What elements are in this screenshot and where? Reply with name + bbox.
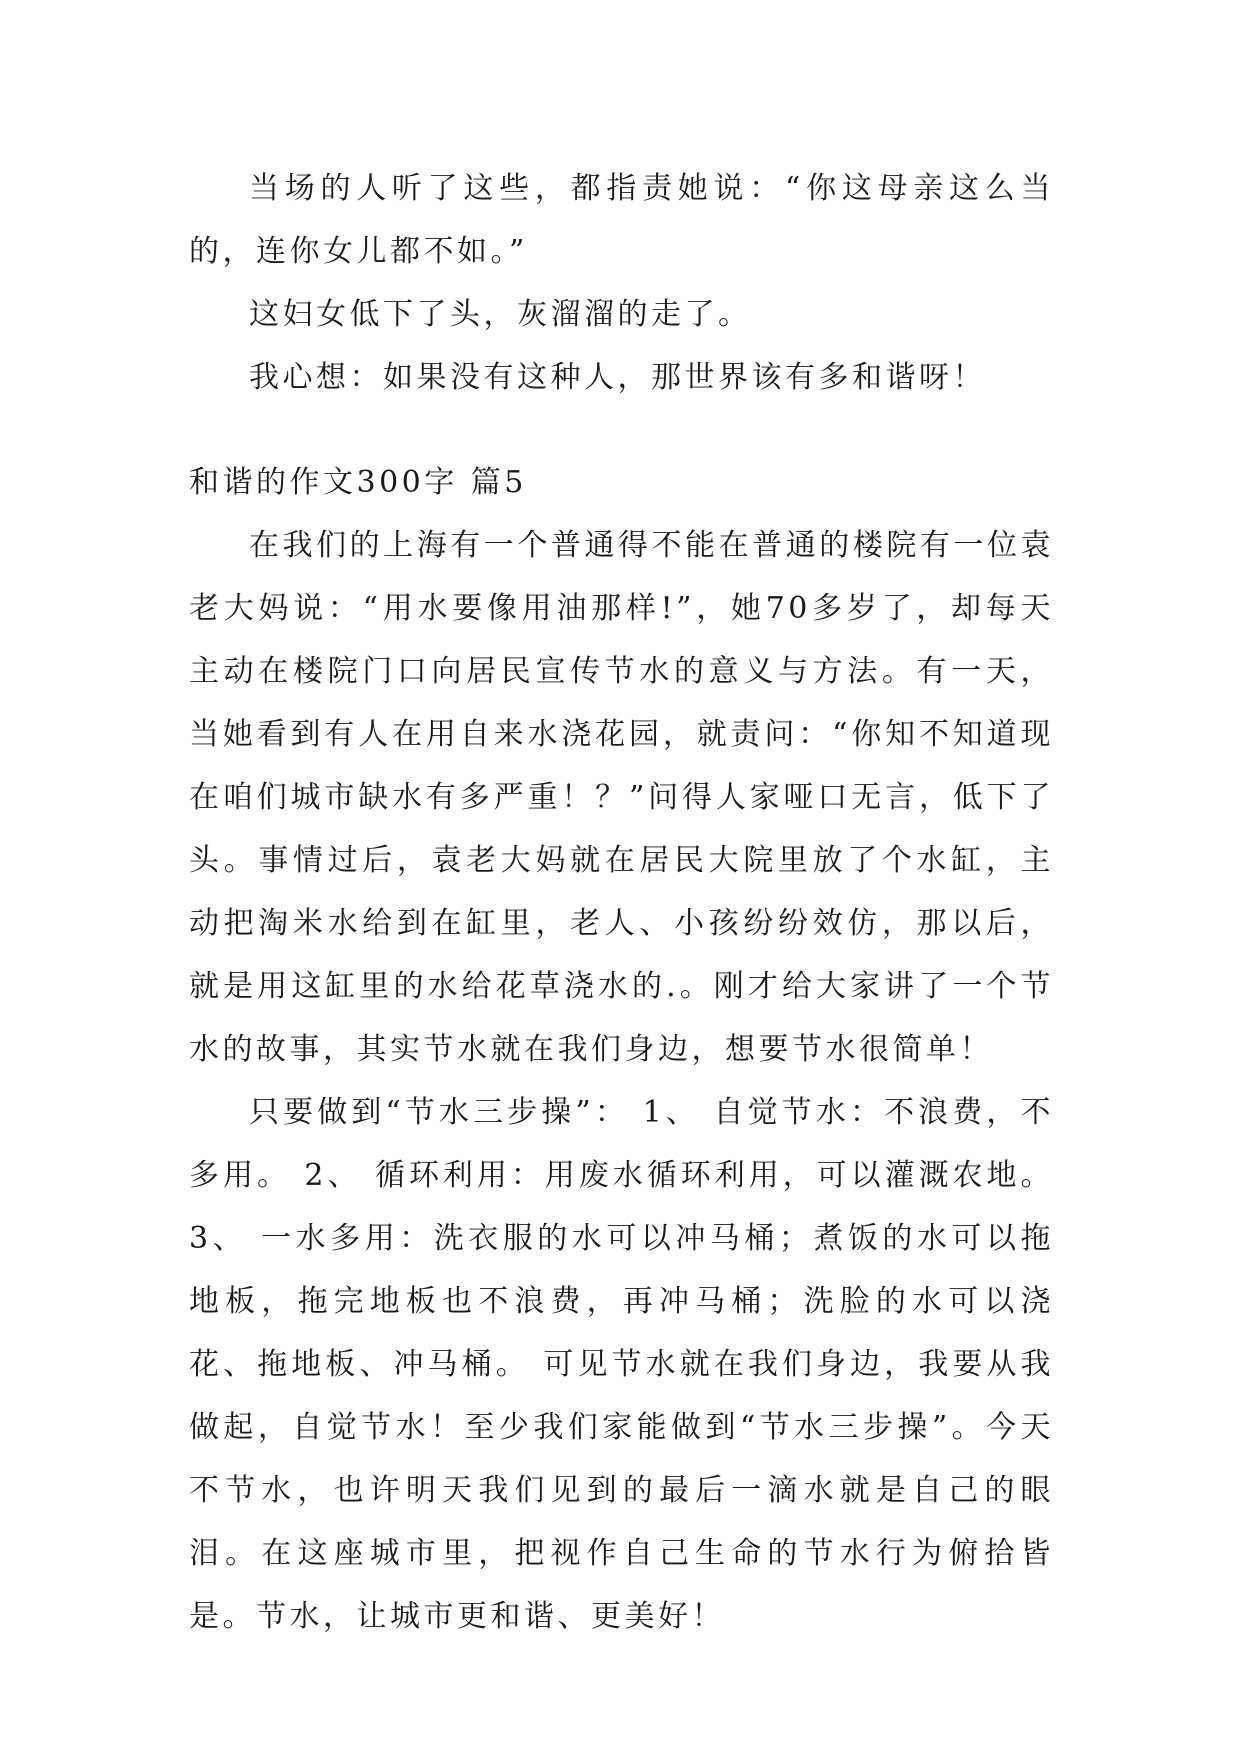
paragraph: 在我们的上海有一个普通得不能在普通的楼院有一位袁老大妈说：“用水要像用油那样!”，她70多岁了，却每天主动在楼院门口向居民宣传节水的意义与方法。有一天，当她看到有人在用自来水浇花园，就责问：“你知不知道现在咱们城市缺水有多严重！？”问得人家哑口无言，低下了头。事情过后，袁老大妈就在居民大院里放了个水缸，主动把淘米水给到在缸里，老人、小孩纷纷效仿，那以后，就是用这缸里的水给花草浇水的.。刚才给大家讲了一个节水的故事，其实节水就在我们身边，想要节水很简单！ xyxy=(189,528,1054,1067)
paragraph: 只要做到“节水三步操”： 1、 自觉节水：不浪费，不多用。 2、 循环利用：用废水循环利用，可以灌溉农地。 3、 一水多用：洗衣服的水可以冲马桶；煮饭的水可以拖地板，拖完地板也不浪费，再冲马桶；洗脸的水可以浇花、拖地板、冲马桶。 可见节水就在我们身边，我要从我做起，自觉节水！至少我们家能做到“节水三步操”。今天不节水，也许明天我们见到的最后一滴水就是自己的眼泪。在这座城市里，把视作自己生命的节水行为俯拾皆是。节水，让城市更和谐、更美好！ xyxy=(189,1095,1054,1634)
paragraph: 当场的人听了这些，都指责她说：“你这母亲这么当的，连你女儿都不如。” xyxy=(189,171,1054,269)
section-heading: 和谐的作文300字 篇5 xyxy=(189,465,527,500)
essay-section-5 xyxy=(189,451,1054,1648)
paragraph: 我心想：如果没有这种人，那世界该有多和谐呀！ xyxy=(249,360,986,395)
previous-section-ending xyxy=(189,157,1054,409)
paragraph: 这妇女低下了头，灰溜溜的走了。 xyxy=(249,297,752,332)
